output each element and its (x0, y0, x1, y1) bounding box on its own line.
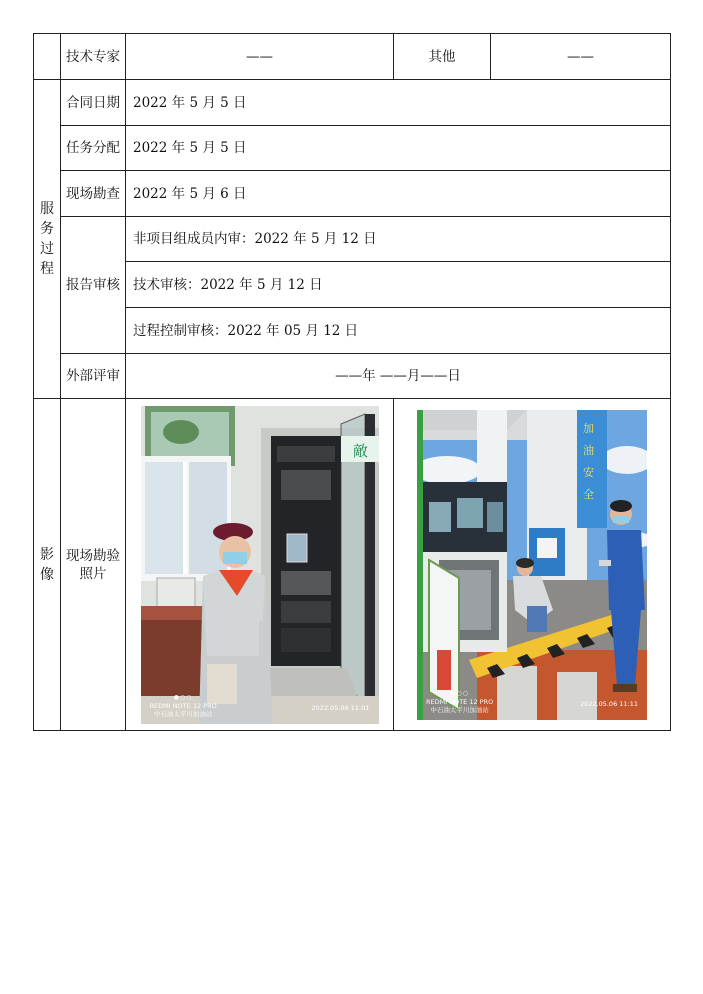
report-review-row-2 (34, 262, 671, 308)
photo-2-location: 中石油太平川加油站 (430, 705, 489, 714)
images-category (34, 399, 61, 731)
photo-1-watermark (150, 694, 217, 718)
task-assign-value: 2022 年 5 月 5 日 (126, 126, 671, 171)
photo-1-timestamp: 2022.05.06 11:01 (311, 703, 370, 712)
service-process-category (34, 80, 61, 399)
photo-2-dots: ●○○ (450, 689, 469, 697)
site-photos-label-text: 现场勘验照片 (66, 547, 120, 582)
report-review-label: 报告审核 (61, 217, 126, 354)
expert-value: —— (126, 34, 394, 80)
photo-1-dots: ●○○ (173, 693, 193, 701)
external-review-label: 外部评审 (61, 354, 126, 399)
photo-1-image (141, 406, 379, 724)
internal-review-value: 非项目组成员内审：2022 年 5 月 12 日 (126, 217, 671, 262)
photo-2-watermark (426, 690, 493, 714)
photo-1-location: 中石油太平川加油站 (153, 709, 213, 718)
svg-text:加: 加 (583, 421, 594, 435)
blank-cell (34, 34, 61, 80)
report-review-row-3 (34, 308, 671, 354)
photo-2-timestamp: 2022.05.06 11:11 (579, 699, 638, 708)
photo-2-device: REDMI NOTE 12 PRO (426, 697, 494, 706)
svg-text:敵: 敵 (352, 441, 368, 460)
contract-date-value: 2022 年 5 月 5 日 (126, 80, 671, 126)
other-label: 其他 (394, 34, 491, 80)
svg-text:全: 全 (583, 487, 594, 501)
site-photos-label (61, 399, 126, 731)
service-process-label: 服务过程 (40, 201, 54, 277)
contract-date-label: 合同日期 (61, 80, 126, 126)
site-survey-row (34, 171, 671, 217)
site-photo-control-cabinet[interactable] (141, 406, 379, 724)
task-assign-label: 任务分配 (61, 126, 126, 171)
site-survey-value: 2022 年 5 月 6 日 (126, 171, 671, 217)
svg-text:油: 油 (583, 443, 594, 457)
photo-cell-2 (394, 399, 671, 731)
images-row (34, 399, 671, 731)
contract-date-row (34, 80, 671, 126)
other-value: —— (491, 34, 671, 80)
process-control-review-value: 过程控制审核：2022 年 05 月 12 日 (126, 308, 671, 354)
external-review-value: ——年 ——月——日 (126, 354, 671, 399)
technical-review-value: 技术审核：2022 年 5 月 12 日 (126, 262, 671, 308)
photo-cell-1 (126, 399, 394, 731)
expert-label: 技术专家 (61, 34, 126, 80)
external-review-row (34, 354, 671, 399)
photo-1-device: REDMI NOTE 12 PRO (149, 701, 217, 710)
site-photo-fuel-dispenser[interactable] (417, 410, 647, 720)
report-review-row-1 (34, 217, 671, 262)
expert-row (34, 34, 671, 80)
images-category-label: 影像 (40, 546, 54, 583)
photo-2-image (417, 410, 647, 720)
record-table (33, 33, 671, 731)
svg-text:安: 安 (583, 465, 594, 479)
task-assign-row (34, 126, 671, 171)
site-survey-label: 现场勘查 (61, 171, 126, 217)
